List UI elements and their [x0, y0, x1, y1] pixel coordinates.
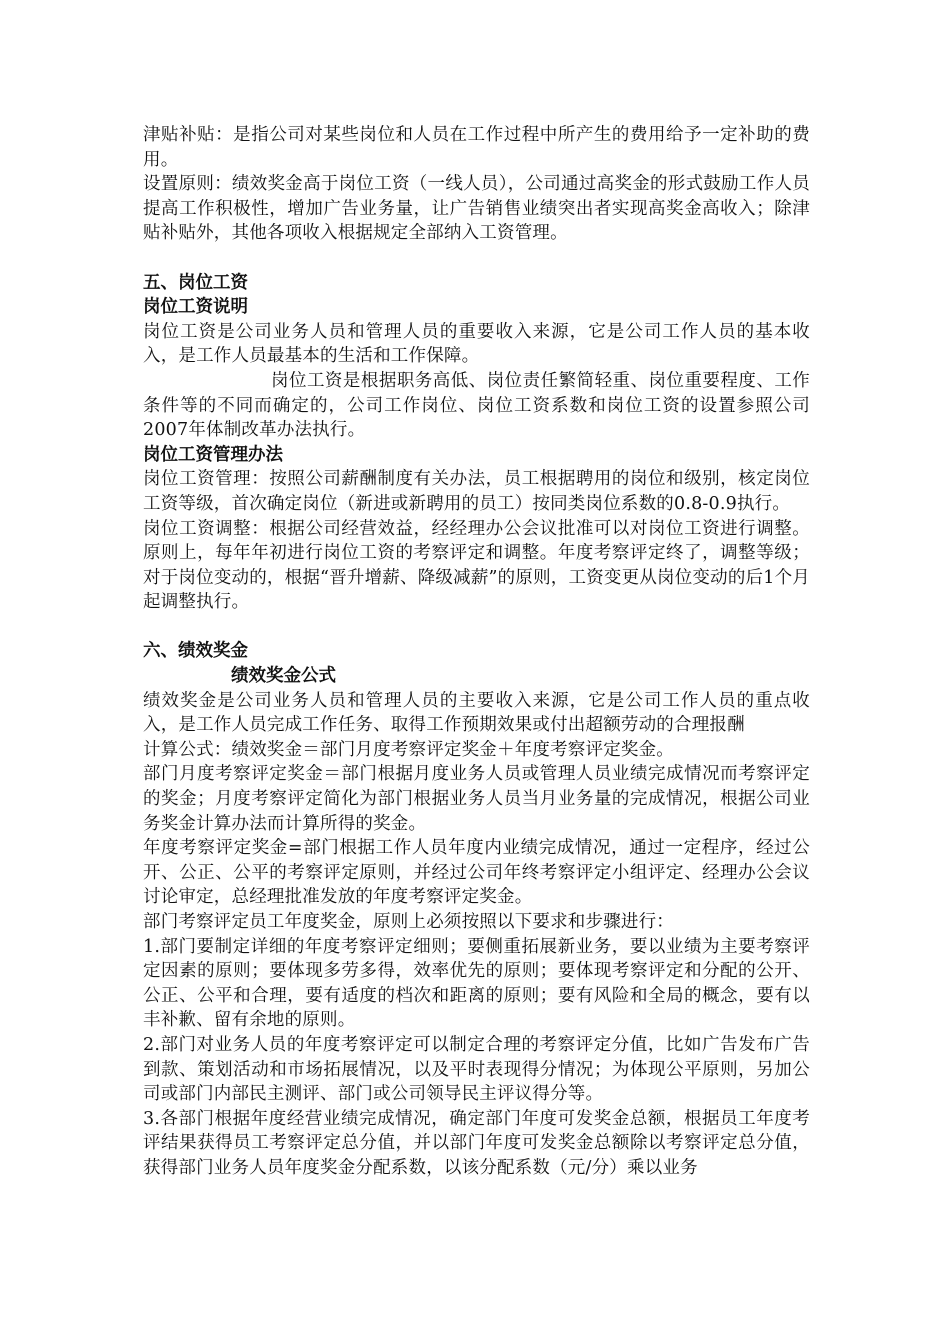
paragraph-setting-principle: 设置原则：绩效奖金高于岗位工资（一线人员），公司通过高奖金的形式鼓励工作人员提高工作积极性，增加广告业务量，让广告销售业绩突出者实现高奖金高收入；除津贴补贴外，其他各项收入根据规定全部纳入工资管理。: [143, 174, 810, 244]
paragraph-post-salary-adjustment: 岗位工资调整：根据公司经营效益，经经理办公会议批准可以对岗位工资进行调整。原则上，每年年初进行岗位工资的考察评定和调整。年度考察评定终了，调整等级；对于岗位变动的，根据“晋升增薪、降级减薪”的原则，工资变更从岗位变动的后1个月起调整执行。: [143, 518, 810, 613]
paragraph-allowance-definition: 津贴补贴：是指公司对某些岗位和人员在工作过程中所产生的费用给予一定补助的费用。: [143, 125, 810, 170]
spacer: [143, 615, 810, 640]
list-item-step-3: 3.各部门根据年度经营业绩完成情况，确定部门年度可发奖金总额，根据员工年度考评结果获得员工考察评定总分值，并以部门年度可发奖金总额除以考察评定总分值，获得部门业务人员年度奖金分配系数，以该分配系数（元/分）乘以业务: [143, 1108, 810, 1178]
subheading-post-salary-description: 岗位工资说明: [143, 297, 248, 318]
spacer: [143, 246, 810, 271]
section-heading-5: 五、岗位工资: [143, 272, 248, 293]
subheading-bonus-formula: 绩效奖金公式: [231, 666, 336, 687]
paragraph-bonus-source: 绩效奖金是公司业务人员和管理人员的主要收入来源，它是公司工作人员的重点收入，是工作人员完成工作任务、取得工作预期效果或付出超额劳动的合理报酬: [143, 690, 810, 736]
paragraph-annual-bonus-steps-intro: 部门考察评定员工年度奖金，原则上必须按照以下要求和步骤进行：: [143, 912, 674, 932]
paragraph-post-salary-source: 岗位工资是公司业务人员和管理人员的重要收入来源，它是公司工作人员的基本收入，是工作人员最基本的生活和工作保障。: [143, 321, 810, 367]
paragraph-monthly-bonus: 部门月度考察评定奖金＝部门根据月度业务人员或管理人员业绩完成情况而考察评定的奖金；月度考察评定简化为部门根据业务人员当月业务量的完成情况，根据公司业务奖金计算办法而计算所得的奖金。: [143, 764, 810, 834]
paragraph-post-salary-basis: 岗位工资是根据职务高低、岗位责任繁简轻重、岗位重要程度、工作条件等的不同而确定的，公司工作岗位、岗位工资系数和岗位工资的设置参照公司2007年体制改革办法执行。: [143, 370, 810, 441]
subheading-post-salary-management: 岗位工资管理办法: [143, 444, 283, 465]
paragraph-post-salary-management: 岗位工资管理：按照公司薪酬制度有关办法，员工根据聘用的岗位和级别，核定岗位工资等级，首次确定岗位（新进或新聘用的员工）按同类岗位系数的0.8-0.9执行。: [143, 469, 810, 514]
list-item-step-2: 2.部门对业务人员的年度考察评定可以制定合理的考察评定分值，比如广告发布广告到款、策划活动和市场拓展情况，以及平时表现得分情况；为体现公平原则，另加公司或部门内部民主测评、部门或公司领导民主评议得分等。: [143, 1034, 810, 1105]
paragraph-annual-bonus: 年度考察评定奖金=部门根据工作人员年度内业绩完成情况，通过一定程序，经过公开、公正、公平的考察评定原则，并经过公司年终考察评定小组评定、经理办公会议讨论审定，总经理批准发放的年度考察评定奖金。: [143, 838, 810, 908]
list-item-step-1: 1.部门要制定详细的年度考察评定细则；要侧重拓展新业务，要以业绩为主要考察评定因素的原则；要体现多劳多得，效率优先的原则；要体现考察评定和分配的公开、公正、公平和合理，要有适度的档次和距离的原则；要有风险和全局的概念，要有以丰补歉、留有余地的原则。: [143, 936, 810, 1031]
paragraph-bonus-formula: 计算公式：绩效奖金＝部门月度考察评定奖金＋年度考察评定奖金。: [143, 739, 674, 760]
section-heading-6: 六、绩效奖金: [143, 641, 248, 662]
